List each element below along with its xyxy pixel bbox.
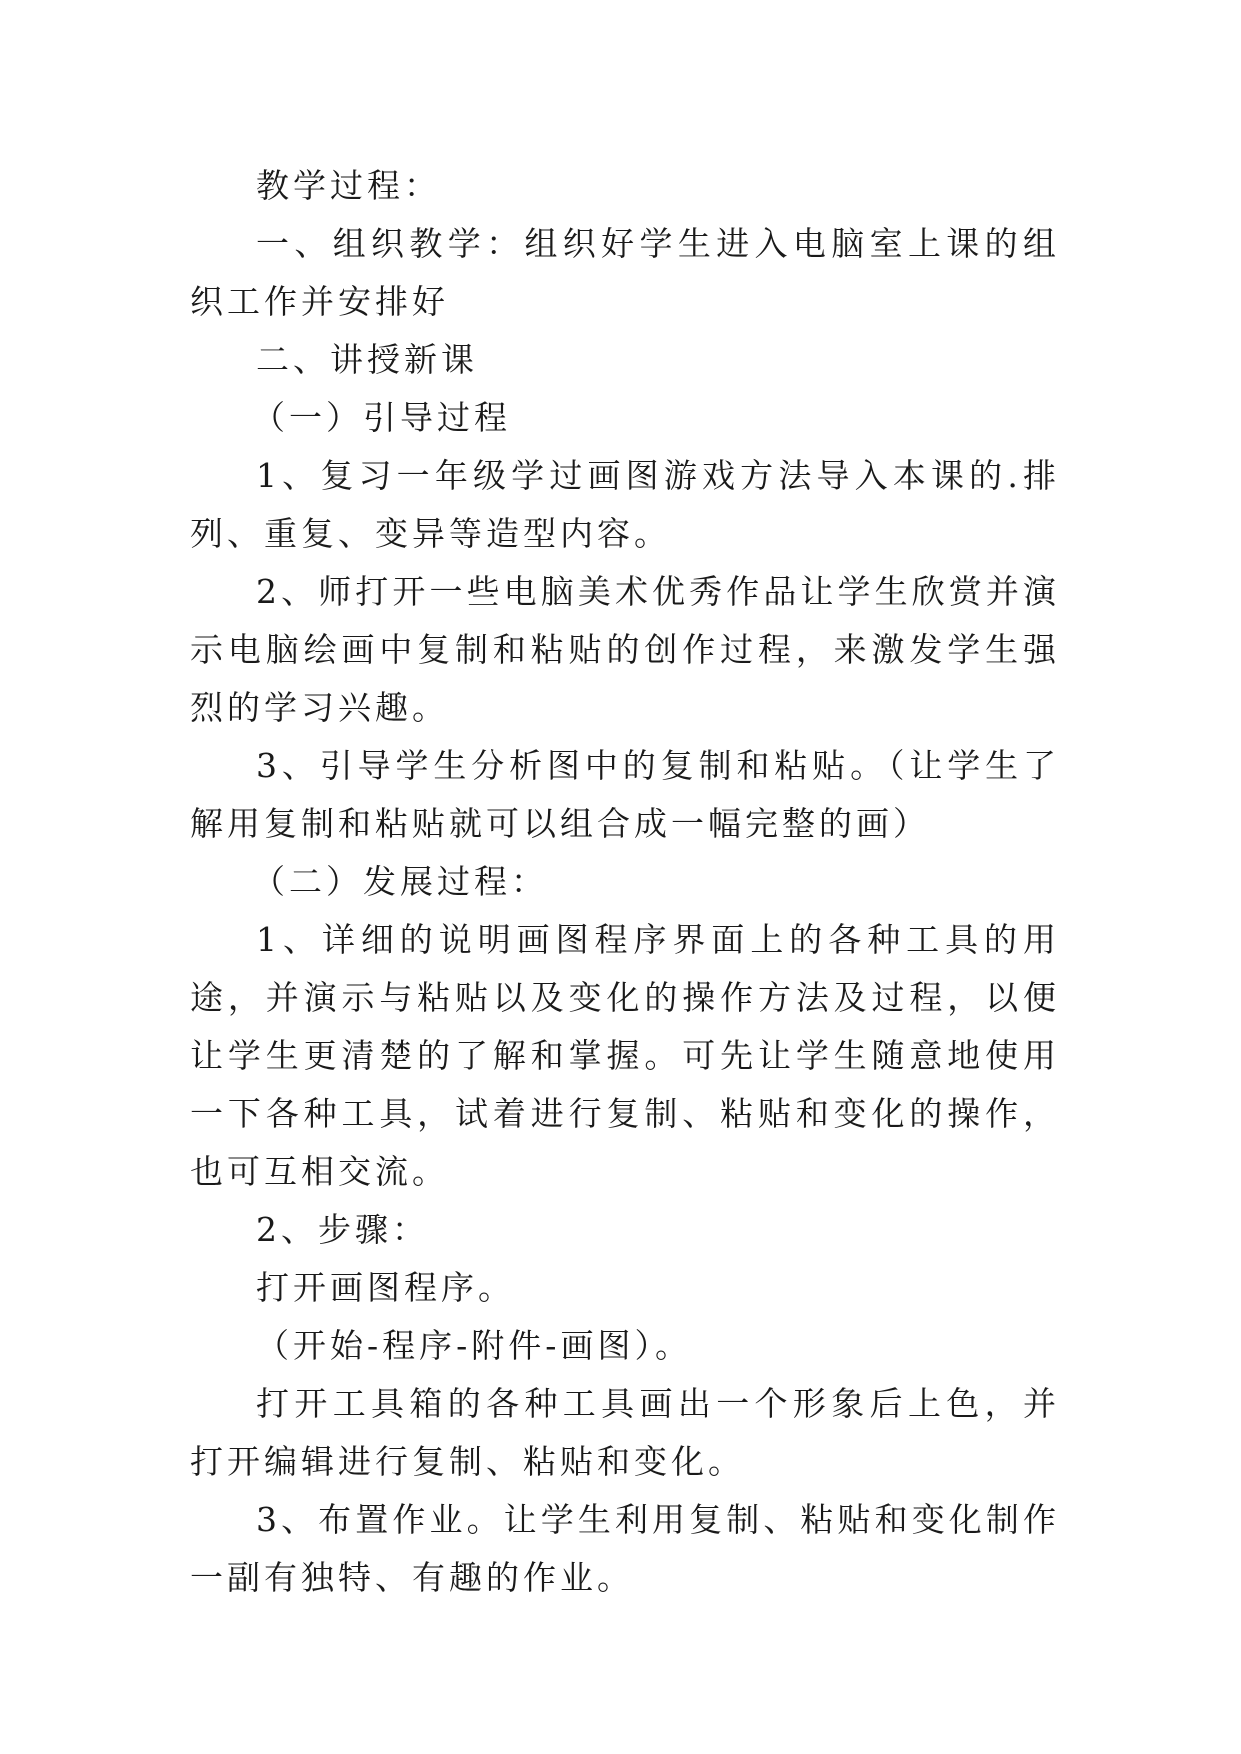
- subheading-guidance-process: （一）引导过程: [252, 398, 511, 437]
- paragraph-demo-artworks: 2、师打开一些电脑美术优秀作品让学生欣赏并演示电脑绘画中复制和粘贴的创作过程，来激发学生强烈的学习兴趣。: [190, 572, 1060, 727]
- paragraph-analyze-copy-paste: 3、引导学生分析图中的复制和粘贴。（让学生了解用复制和粘贴就可以组合成一幅完整的画）: [190, 746, 1060, 843]
- paragraph-homework: 3、布置作业。让学生利用复制、粘贴和变化制作一副有独特、有趣的作业。: [190, 1500, 1060, 1597]
- section-heading-teaching-process: 教学过程：: [256, 166, 441, 205]
- paragraph-start-menu-path: （开始-程序-附件-画图）。: [256, 1326, 692, 1365]
- paragraph-organize-teaching: 一、组织教学：组织好学生进入电脑室上课的组织工作并安排好: [190, 224, 1060, 321]
- paragraph-review: 1、复习一年级学过画图游戏方法导入本课的.排列、重复、变异等造型内容。: [190, 456, 1060, 553]
- paragraph-explain-tools: 1、详细的说明画图程序界面上的各种工具的用途，并演示与粘贴以及变化的操作方法及过程，以便让学生更清楚的了解和掌握。可先让学生随意地使用一下各种工具，试着进行复制、粘贴和变化的操作，也可互相交流。: [190, 920, 1060, 1191]
- document-body: [190, 157, 1060, 1607]
- paragraph-open-paint: 打开画图程序。: [256, 1268, 515, 1307]
- section-heading-new-lesson: 二、讲授新课: [256, 340, 478, 379]
- subheading-development-process: （二）发展过程：: [252, 862, 548, 901]
- paragraph-draw-and-edit: 打开工具箱的各种工具画出一个形象后上色，并打开编辑进行复制、粘贴和变化。: [190, 1384, 1060, 1481]
- paragraph-steps-heading: 2、步骤：: [256, 1210, 429, 1249]
